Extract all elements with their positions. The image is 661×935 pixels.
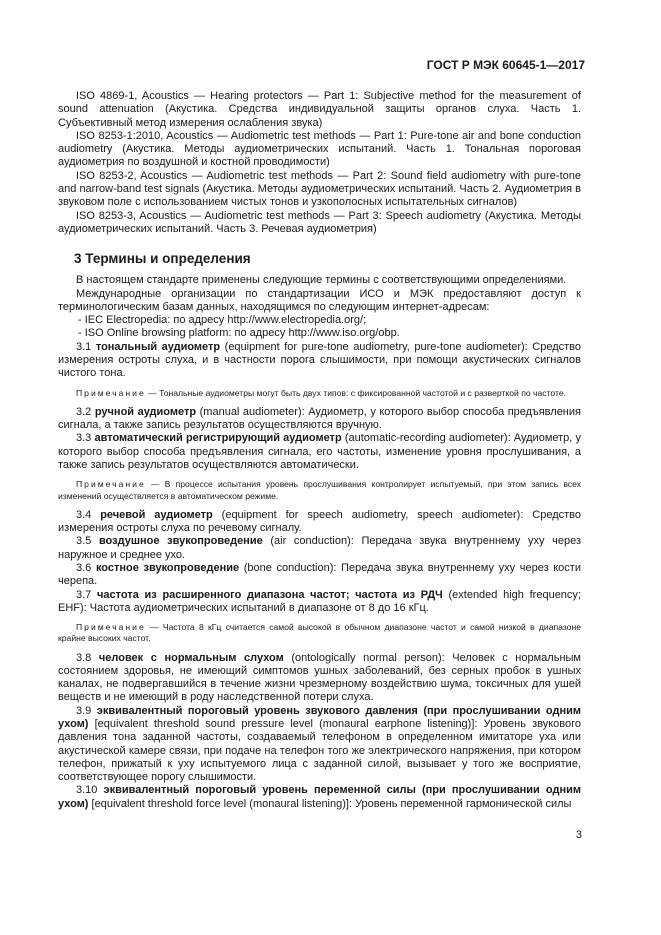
note bbox=[58, 479, 581, 501]
term-number: 3.2 bbox=[76, 405, 95, 418]
term-definition: (manual audiometer): Аудиометр, у которого выбор способа предъявления сигнала, а также запись результатов осуществляются вручную. bbox=[58, 405, 581, 432]
term-3-3 bbox=[58, 432, 581, 472]
note-label: Примечание bbox=[76, 387, 146, 398]
reference-iso-8253-2: ISO 8253-2, Acoustics — Audiometric test methods — Part 2: Sound field audiometry with pure-tone and narrow-band test signals (Акустика. Методы аудиометрических испытаний. Часть 2. Аудиометрия в звуковом поле с использованием чистых тонов и узкополосных испытательных сигналов) bbox=[58, 169, 581, 209]
note-text: — Тональные аудиометры могут быть двух типов: с фиксированной частотой и с разверткой по частоте. bbox=[145, 387, 567, 398]
term-name: костное звукопроведение bbox=[95, 561, 240, 574]
term-number: 3.9 bbox=[76, 704, 97, 717]
term-name: эквивалентный пороговый уровень переменной силы (при прослушивании одним ухом) bbox=[58, 784, 581, 810]
intro-paragraph: Международные организации по стандартизации ИСО и МЭК предоставляют доступ к терминологическим базам данных, находящимся по следующим интернет-адресам: bbox=[58, 287, 581, 313]
document-header: ГОСТ Р МЭК 60645-1—2017 bbox=[426, 58, 585, 72]
note-label: Примечание bbox=[76, 479, 146, 490]
note bbox=[58, 622, 581, 644]
term-name: автоматический регистрирующий аудиометр bbox=[94, 432, 342, 445]
note-text: — Частота 8 кГц считается самой высокой в обычном диапазоне частот и самой низкой в диапазоне крайне высоких частот. bbox=[58, 622, 581, 644]
reference-iso-8253-1: ISO 8253-1:2010, Acoustics — Audiometric test methods — Part 1: Pure-tone air and bone conduction audiometry (Акустика. Методы аудиометрических испытаний. Часть 1. Тональная пороговая аудиометрия по воздушной и костной проводимости) bbox=[58, 129, 581, 169]
intro-paragraph: В настоящем стандарте применены следующие термины с соответствующими определениями. bbox=[76, 274, 567, 287]
note-text: — В процессе испытания уровень прослушивания контролирует испытуемый, при этом запись всех изменений осуществляется в автоматическом режиме. bbox=[58, 479, 581, 501]
term-number: 3.6 bbox=[76, 561, 96, 574]
term-name: эквивалентный пороговый уровень звукового давления (при прослушивании одним ухом) bbox=[58, 704, 581, 730]
term-name: воздушное звукопроведение bbox=[98, 535, 263, 548]
term-definition: (automatic-recording audiometer): Аудиометр, у которого выбор способа предъявления сигнала, его частоты, изменение уровня прослушивания, а также запись результатов осуществляются автоматически. bbox=[58, 432, 582, 472]
term-3-6 bbox=[58, 562, 581, 589]
term-number: 3.8 bbox=[76, 651, 99, 664]
term-definition: (bone conduction): Передача звука внутреннему уху через кости черепа. bbox=[58, 561, 581, 588]
term-definition: (extended high frequency; EHF): Частота аудиометрических испытаний в диапазоне от 8 до 16 кГц. bbox=[58, 588, 581, 614]
term-definition: (air conduction): Передача звука внутреннему уху через наружное и среднее ухо. bbox=[58, 535, 581, 561]
term-definition: (ontologically normal person): Человек с нормальным состоянием здоровья, не имеющий симптомов ушных заболеваний, без серных пробок в ушных каналах, не подвергавшийся в течение жизни чрезмерному воздействию шума, токсичных для ушей веществ и не имеющий в роду наследственной потери слуха. bbox=[58, 651, 581, 704]
term-number: 3.7 bbox=[76, 588, 97, 601]
term-3-10 bbox=[58, 784, 581, 811]
term-definition: [equivalent threshold sound pressure level (monaural earphone listening)]: Уровень звукового давления тона заданной частоты, создаваемый телефоном в определенном имитаторе уха или акустической камере связи, при подаче на телефон того же электрического напряжения, при котором телефон, прижатый к уху испытуемого лица с заданной силой, вызывает у того же восприятие, соответствующее порогу слышимости. bbox=[58, 718, 581, 784]
term-name: тональный аудиометр bbox=[95, 340, 221, 353]
term-name: человек с нормальным слухом bbox=[98, 651, 284, 664]
term-3-1 bbox=[58, 341, 581, 381]
reference-iso-4869-1: ISO 4869-1, Acoustics — Hearing protectors — Part 1: Subjective method for the measurement of sound attenuation (Акустика. Средства индивидуальной защиты органов слуха. Часть 1. Субъективный метод измерения ослабления звука) bbox=[58, 90, 581, 129]
term-definition: [equivalent threshold force level (monaural listening)]: Уровень переменной гармонической силы bbox=[88, 797, 572, 810]
term-3-2 bbox=[58, 406, 581, 433]
term-number: 3.4 bbox=[76, 508, 101, 521]
term-name: ручной аудиометр bbox=[94, 405, 197, 418]
term-name: речевой аудиометр bbox=[100, 508, 213, 521]
page-content bbox=[58, 90, 581, 811]
bullet-item: - ISO Online browsing platform: по адресу http://www.iso.org/obp. bbox=[78, 327, 400, 340]
term-3-7 bbox=[58, 589, 581, 616]
note-label: Примечание bbox=[76, 622, 146, 633]
section-title: 3 Термины и определения bbox=[74, 251, 251, 267]
reference-iso-8253-3: ISO 8253-3, Acoustics — Audiometric test methods — Part 3: Speech audiometry (Акустика. Методы аудиометрических испытаний. Часть 3. Речевая аудиометрия) bbox=[58, 209, 581, 235]
term-3-9 bbox=[58, 705, 581, 785]
term-number: 3.3 bbox=[76, 432, 95, 445]
term-3-4 bbox=[58, 509, 581, 536]
page-number: 3 bbox=[575, 829, 582, 841]
term-name: частота из расширенного диапазона частот; частота из РДЧ bbox=[97, 588, 443, 601]
bullet-item: - IEC Electropedia: по адресу http://www.electropedia.org/; bbox=[78, 314, 367, 327]
term-number: 3.10 bbox=[76, 784, 104, 797]
term-number: 3.1 bbox=[76, 340, 96, 353]
term-definition: (equipment for speech audiometry, speech audiometer): Средство измерения остроты слуха по речевому сигналу. bbox=[58, 508, 582, 535]
term-number: 3.5 bbox=[76, 535, 99, 548]
note bbox=[58, 388, 581, 399]
term-3-8 bbox=[58, 652, 581, 705]
term-3-5 bbox=[58, 535, 581, 562]
term-definition: (equipment for pure-tone audiometry, pure-tone audiometer): Средство измерения остроты слуха, и в частности порога слышимости, при помощи акустических сигналов чистого тона. bbox=[58, 340, 581, 380]
